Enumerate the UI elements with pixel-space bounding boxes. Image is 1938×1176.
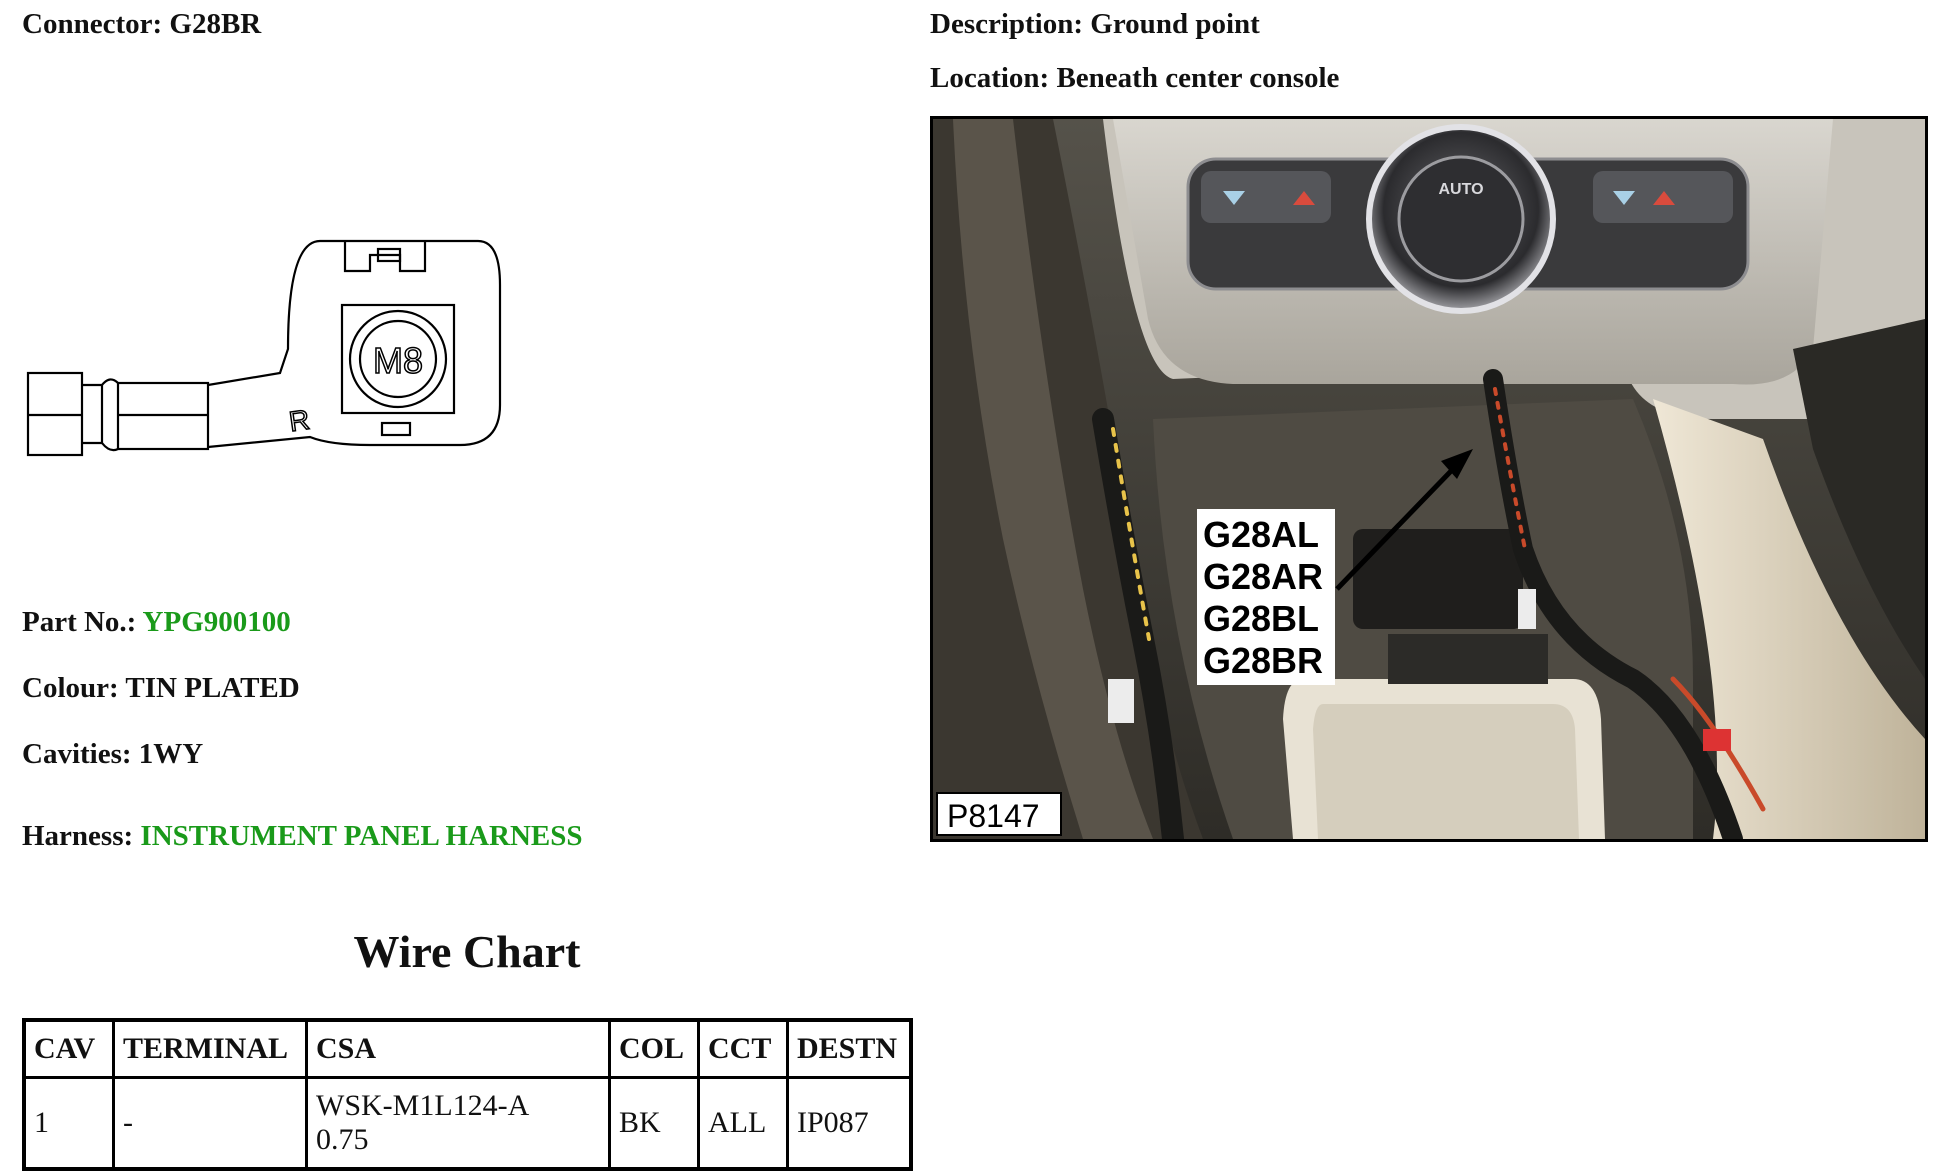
harness-link[interactable]: INSTRUMENT PANEL HARNESS — [140, 820, 583, 852]
part-number-link[interactable]: YPG900100 — [142, 606, 291, 638]
connector-diagram — [20, 225, 510, 465]
location-line — [930, 62, 1339, 95]
cell-terminal: - — [114, 1078, 307, 1170]
cavities-value: 1WY — [138, 738, 204, 770]
callout-g28br: G28BR — [1203, 640, 1324, 681]
cell-cav: 1 — [24, 1078, 114, 1170]
location-photo — [930, 116, 1928, 842]
part-number-label: Part No.: — [22, 606, 137, 638]
connector-title — [22, 8, 261, 41]
col-header-csa: CSA — [307, 1020, 610, 1078]
cell-cct: ALL — [699, 1078, 788, 1170]
connector-value: G28BR — [169, 8, 262, 40]
wire-chart-title: Wire Chart — [353, 926, 581, 977]
table-row — [24, 1078, 911, 1170]
col-header-cav: CAV — [24, 1020, 114, 1078]
callout-g28bl: G28BL — [1203, 598, 1320, 639]
stud-label: M8 — [372, 340, 424, 381]
harness-line — [22, 820, 583, 853]
csa-size: 0.75 — [316, 1123, 369, 1156]
csa-spec: WSK-M1L124-A — [316, 1089, 530, 1122]
description-value: Ground point — [1090, 8, 1260, 40]
cell-destn: IP087 — [788, 1078, 912, 1170]
colour-line — [22, 672, 300, 705]
callout-g28ar: G28AR — [1203, 556, 1324, 597]
photo-id-label: P8147 — [947, 798, 1040, 834]
callout-g28al: G28AL — [1203, 514, 1320, 555]
part-number-line — [22, 606, 291, 639]
col-header-terminal: TERMINAL — [114, 1020, 307, 1078]
location-value: Beneath center console — [1056, 62, 1340, 94]
cell-col: BK — [610, 1078, 699, 1170]
col-header-destn: DESTN — [788, 1020, 912, 1078]
table-header-row — [24, 1020, 911, 1078]
console-auto-label: AUTO — [1438, 181, 1484, 198]
colour-label: Colour: — [22, 672, 119, 704]
harness-label: Harness: — [22, 820, 134, 852]
col-header-cct: CCT — [699, 1020, 788, 1078]
col-header-col: COL — [610, 1020, 699, 1078]
cell-csa — [307, 1078, 610, 1170]
cavities-line — [22, 738, 203, 771]
location-label: Location: — [930, 62, 1050, 94]
r-marker: R — [287, 403, 312, 438]
colour-value: TIN PLATED — [125, 672, 300, 704]
cavities-label: Cavities: — [22, 738, 132, 770]
wire-chart-table — [22, 1018, 913, 1171]
connector-label: Connector: — [22, 8, 163, 40]
description-line — [930, 8, 1260, 41]
description-label: Description: — [930, 8, 1084, 40]
